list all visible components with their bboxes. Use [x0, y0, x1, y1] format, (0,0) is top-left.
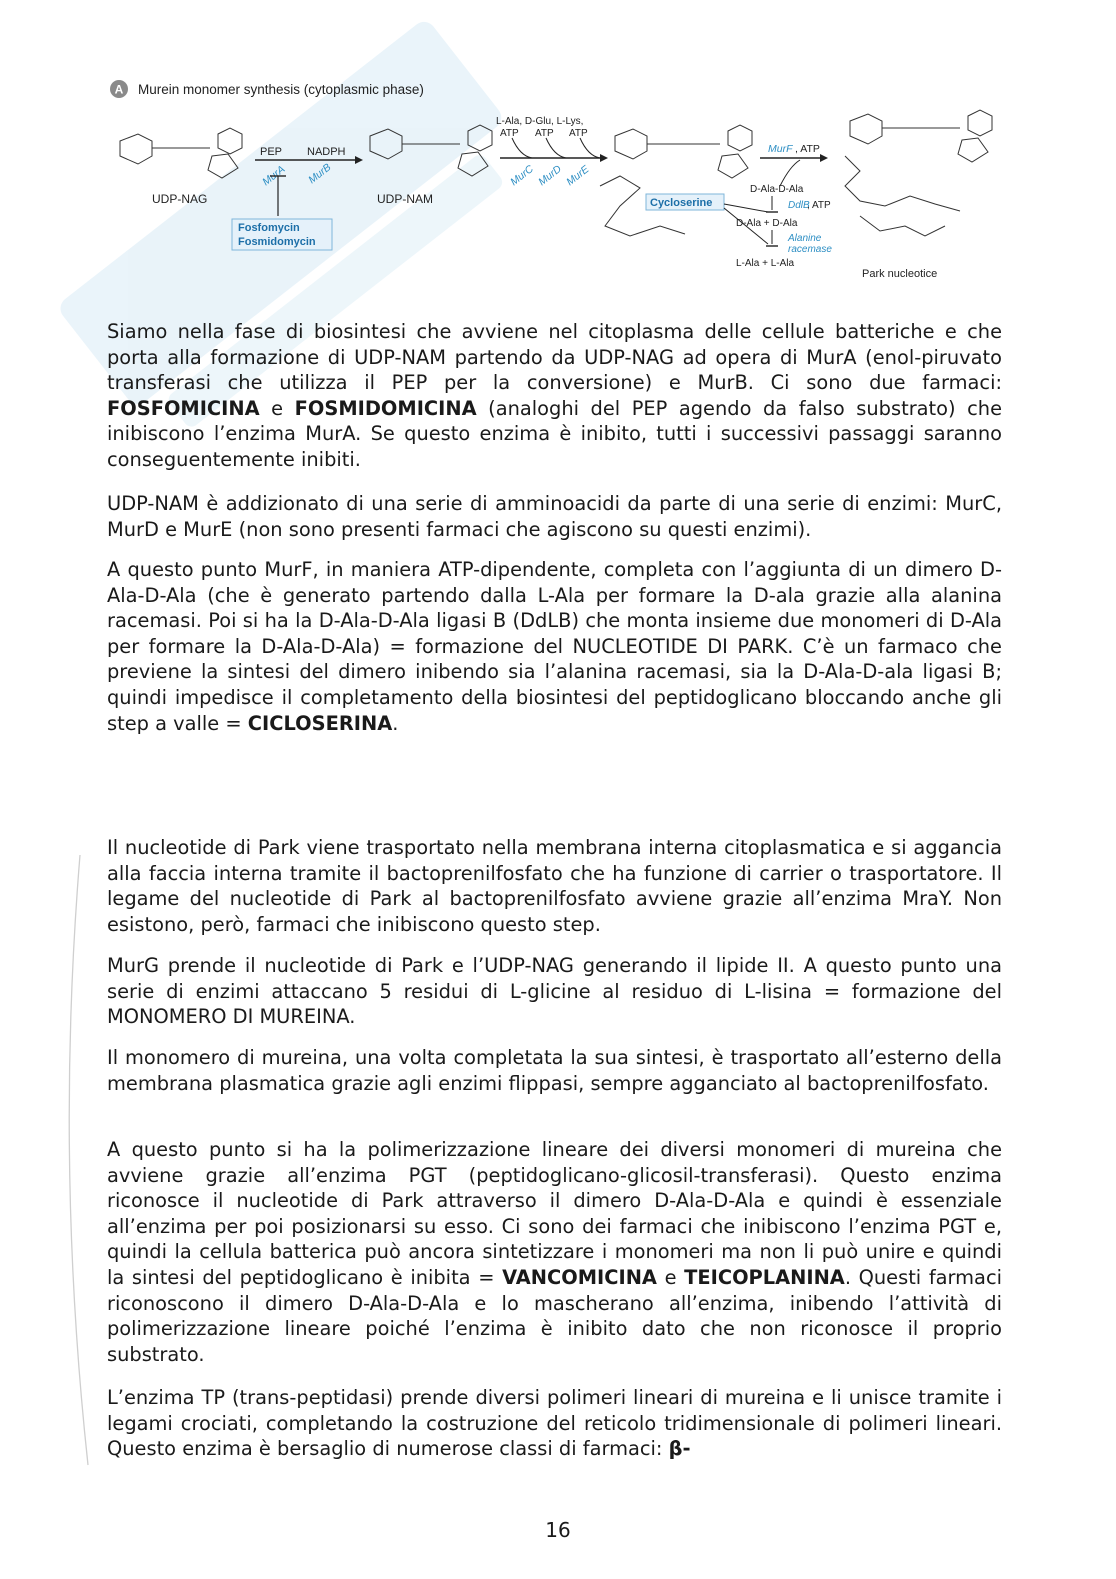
murf-atp-label: , ATP [795, 143, 820, 155]
drug-beta-lattamici: β- [668, 1437, 691, 1461]
lala-plus-label: L-Ala + L-Ala [736, 258, 795, 269]
udp-nam-structure [370, 125, 492, 176]
drug-teicoplanina: TEICOPLANINA [684, 1265, 845, 1289]
intermediate-structure [600, 125, 752, 236]
atp-3-label: ATP [569, 128, 588, 139]
cycloserine-label: Cycloserine [650, 197, 713, 209]
drug-vancomicina: VANCOMICINA [502, 1265, 657, 1289]
paragraph-7: A questo punto si ha la polimerizzazione lineare dei diversi monomeri di mureina che avviene grazie all’enzima PGT (peptidoglicano-glicosil-transferasi). Questo enzima riconosce il nucleotide di Park attraverso il dimero D-Ala-D-Ala e quindi è essenziale all’enzima per poi posizionarsi su esso. Ci sono dei farmaci che inibiscono l’enzima PGT e, quindi la cellula batterica può ancora sintetizzare i monomeri ma non li può unire e quindi la sintesi del peptidoglicano è inibita = VANCOMICINA e TEICOPLANINA. Questi farmaci riconoscono il dimero D-Ala-D-Ala e lo mascherano all’enzima, inibendo l’attività di polimerizzazione lineare poiché l’enzima è inibito dato che non riconosce il proprio substrato. [107, 1138, 1002, 1366]
paragraph-6: Il monomero di mureina, una volta completata la sua sintesi, è trasportato all’esterno della membrana plasmatica grazie agli enzimi flippasi, sempre agganciato al bactoprenilfosfato. [107, 1046, 1002, 1095]
murf-label: MurF [768, 143, 793, 155]
dala-dala-label: D-Ala-D-Ala [750, 184, 804, 195]
fosmidomycin-label: Fosmidomycin [238, 236, 316, 248]
ddlb-atp-label: , ATP [807, 200, 831, 211]
murb-label: MurB [306, 161, 334, 187]
udp-nam-label: UDP-NAM [377, 192, 433, 206]
margin-bracket [50, 850, 110, 1470]
mure-label: MurE [564, 163, 592, 189]
drug-cicloserina: CICLOSERINA [247, 711, 393, 735]
racemase-label: racemase [788, 244, 832, 255]
figure-badge: A [114, 82, 124, 97]
udp-nag-structure [120, 128, 242, 178]
murd-label: MurD [536, 162, 564, 189]
pathway-diagram [100, 76, 1010, 286]
ddlb-label: DdlB [788, 200, 810, 211]
paragraph-4: Il nucleotide di Park viene trasportato nella membrana interna citoplasmatica e si aggancia alla faccia interna tramite il bactoprenilfosfato che ha funzione di carrier o trasportatore. Il legame del nucleotide di Park al bactoprenilfosfato avviene grazie all’enzima MraY. Non esistono, però, farmaci che inibiscono questo step. [107, 836, 1002, 936]
page-number: 16 [545, 1518, 571, 1542]
paragraph-8: L’enzima TP (trans-peptidasi) prende diversi polimeri lineari di mureina e li unisce tramite i legami crociati, completando la costruzione del reticolo tridimensionale di polimeri lineari. Questo enzima è bersaglio di numerose classi di farmaci: β- [107, 1386, 1002, 1461]
drug-fosmidomicina: FOSMIDOMICINA [294, 396, 477, 420]
fosfomycin-label: Fosfomycin [238, 222, 300, 234]
figure-title: Murein monomer synthesis (cytoplasmic phase) [138, 82, 424, 97]
mura-label: MurA [260, 163, 288, 189]
atp-1-label: ATP [500, 128, 519, 139]
park-nucleotide-structure [845, 110, 992, 236]
park-nucleotide-label: Park nucleotice [862, 268, 938, 280]
paragraph-1: Siamo nella fase di biosintesi che avviene nel citoplasma delle cellule batteriche e che porta alla formazione di UDP-NAM partendo da UDP-NAG ad opera di MurA (enol-piruvato transferasi che utilizza il PEP per la conversione) e MurB. Ci sono due farmaci: FOSFOMICINA e FOSMIDOMICINA (analoghi del PEP agendo da falso substrato) che inibiscono l’enzima MurA. Se questo enzima è inibito, tutti i successivi passaggi saranno conseguentemente inibiti. [107, 320, 1002, 471]
paragraph-3: A questo punto MurF, in maniera ATP-dipendente, completa con l’aggiunta di un dimero D-Ala-D-Ala (che è generato partendo dalla L-Ala per formare la D-ala grazie alla alanina racemasi. Poi si ha la D-Ala-D-Ala ligasi B (DdLB) che monta insieme due monomeri di D-Ala per formare la D-Ala-D-Ala) = formazione del NUCLEOTIDE DI PARK. C’è un farmaco che previene la sintesi del dimero inibendo sia l’alanina racemasi, sia la D-Ala-D-ala ligasi B; quindi impedisce il completamento della biosintesi del peptidoglicano bloccando anche gli step a valle = CICLOSERINA. [107, 558, 1002, 735]
drug-fosfomicina: FOSFOMICINA [107, 396, 260, 420]
paragraph-2: UDP-NAM è addizionato di una serie di amminoacidi da parte di una serie di enzimi: MurC, MurD e MurE (non sono presenti farmaci che agiscono su questi enzimi). [107, 492, 1002, 541]
pep-label: PEP [260, 146, 283, 158]
udp-nag-label: UDP-NAG [152, 192, 208, 206]
atp-2-label: ATP [535, 128, 554, 139]
murein-synthesis-figure [100, 76, 1010, 286]
paragraph-5: MurG prende il nucleotide di Park e l’UDP-NAG generando il lipide II. A questo punto una serie di enzimi attaccano 5 residui di L-glicine al residuo di L-lisina = formazione del MONOMERO DI MUREINA. [107, 954, 1002, 1029]
dala-plus-label: D-Ala + D-Ala [736, 218, 798, 229]
amino-acids-label: L-Ala, D-Glu, L-Lys, [496, 116, 584, 127]
murc-label: MurC [508, 162, 536, 189]
nadph-label: NADPH [307, 146, 346, 158]
alanine-label: Alanine [788, 233, 822, 244]
